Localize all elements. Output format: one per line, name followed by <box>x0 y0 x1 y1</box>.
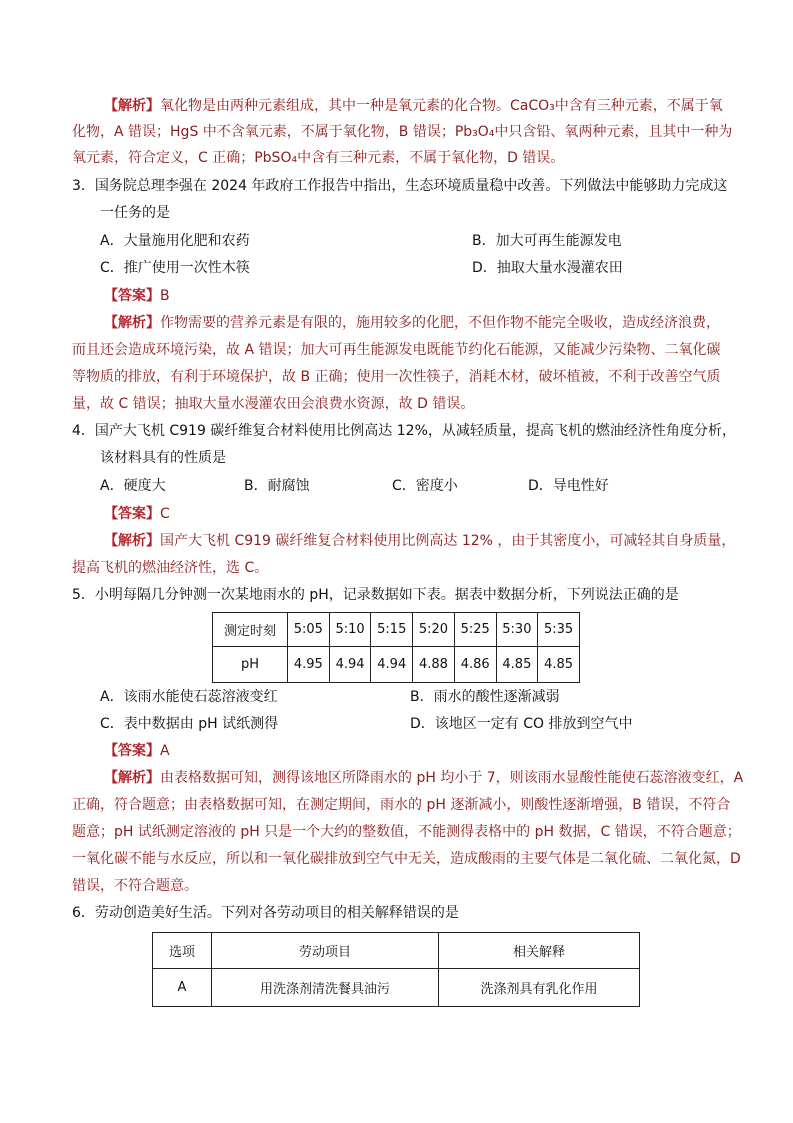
q6-cell-option: A <box>153 969 212 1007</box>
q5-analysis-line-1: 【解析】由表格数据可知，测得该地区所降雨水的 pH 均小于 7，则该雨水显酸性能使石蕊溶液变红，A <box>104 770 744 786</box>
q5-table-ph-cell: 4.86 <box>454 647 496 683</box>
q4-option-d: D．导电性好 <box>528 478 609 494</box>
q5-table-ph-cell: 4.85 <box>538 647 580 683</box>
q3-option-c: C．推广使用一次性木筷 <box>100 260 250 276</box>
q5-table-ph-cell: 4.85 <box>496 647 538 683</box>
q5-analysis-line-3: 题意；pH 试纸测定溶液的 pH 只是一个大约的整数值，不能测得表格中的 pH 数据，C 错误，不符合题意； <box>72 824 741 840</box>
q5-table-time-cell: 5:05 <box>288 613 330 647</box>
q5-table-time-cell: 5:10 <box>329 613 371 647</box>
q5-table-time-cell: 5:15 <box>371 613 413 647</box>
q4-analysis-line-2: 提高飞机的燃油经济性，选 C。 <box>72 560 269 576</box>
q6-table-header-row <box>153 933 640 969</box>
q5-table-time-cell: 5:35 <box>538 613 580 647</box>
q4-stem-line-1: 4．国产大飞机 C919 碳纤维复合材料使用比例高达 12%，从减轻质量，提高飞机的燃油经济性角度分析， <box>72 423 736 439</box>
q5-stem: 5．小明每隔几分钟测一次某地雨水的 pH，记录数据如下表。据表中数据分析，下列说法正确的是 <box>72 587 679 603</box>
q4-analysis-line-1: 【解析】国产大飞机 C919 碳纤维复合材料使用比例高达 12% ，由于其密度小，可减轻其自身质量， <box>104 533 736 549</box>
q3-analysis-line-2: 而且还会造成环境污染，故 A 错误；加大可再生能源发电既能节约化石能源，又能减少污染物、二氧化碳 <box>72 342 721 358</box>
q6-header-project: 劳动项目 <box>212 933 439 969</box>
q6-stem: 6．劳动创造美好生活。下列对各劳动项目的相关解释错误的是 <box>72 905 459 921</box>
q5-table-row-ph <box>213 647 580 683</box>
q6-header-explanation: 相关解释 <box>439 933 640 969</box>
q5-option-a: A．该雨水能使石蕊溶液变红 <box>100 689 278 705</box>
q5-table-header-ph: pH <box>213 647 288 683</box>
q6-cell-project: 用洗涤剂清洗餐具油污 <box>212 969 439 1007</box>
q5-table-ph-cell: 4.94 <box>371 647 413 683</box>
q3-stem-line-1: 3．国务院总理李强在 2024 年政府工作报告中指出，生态环境质量稳中改善。下列做法中能够助力完成这 <box>72 178 728 194</box>
q5-analysis-line-4: 一氧化碳不能与水反应，所以和一氧化碳排放到空气中无关，造成酸雨的主要气体是二氧化硫、二氧化氮，D <box>72 851 741 867</box>
q4-answer: 【答案】C <box>104 506 170 522</box>
q5-table-ph-cell: 4.88 <box>413 647 455 683</box>
q5-table-ph-cell: 4.95 <box>288 647 330 683</box>
analysis-prev-line-2: 化物，A 错误；HgS 中不含氧元素，不属于氧化物，B 错误；Pb₃O₄中只含铅、氧两种元素，且其中一种为 <box>72 124 733 140</box>
q3-option-a: A．大量施用化肥和农药 <box>100 233 250 249</box>
q3-option-b: B．加大可再生能源发电 <box>472 233 622 249</box>
q5-table-time-cell: 5:30 <box>496 613 538 647</box>
q4-stem-line-2: 该材料具有的性质是 <box>100 450 226 466</box>
q5-option-c: C．表中数据由 pH 试纸测得 <box>100 716 279 732</box>
q5-table-time-cell: 5:20 <box>413 613 455 647</box>
table-row <box>153 969 640 1007</box>
analysis-prev-line-1: 【解析】氧化物是由两种元素组成，其中一种是氧元素的化合物。CaCO₃中含有三种元素，不属于氧 <box>104 98 723 114</box>
analysis-prev-line-3: 氧元素，符合定义，C 正确；PbSO₄中含有三种元素，不属于氧化物，D 错误。 <box>72 150 565 166</box>
q6-cell-explanation: 洗涤剂具有乳化作用 <box>439 969 640 1007</box>
q5-analysis-line-2: 正确，符合题意；由表格数据可知，在测定期间，雨水的 pH 逐渐减小，则酸性逐渐增强，B 错误，不符合 <box>72 797 731 813</box>
q4-option-c: C．密度小 <box>392 478 458 494</box>
q3-analysis-line-1: 【解析】作物需要的营养元素是有限的，施用较多的化肥，不但作物不能完全吸收，造成经济浪费， <box>104 315 720 331</box>
q5-answer: 【答案】A <box>104 743 170 759</box>
q5-option-d: D．该地区一定有 CO 排放到空气中 <box>410 716 633 732</box>
q5-table-time-cell: 5:25 <box>454 613 496 647</box>
q5-table-ph-cell: 4.94 <box>329 647 371 683</box>
q6-labor-table <box>152 932 640 1007</box>
q5-analysis-line-5: 错误，不符合题意。 <box>72 878 198 894</box>
q3-analysis-line-4: 量，故 C 错误；抽取大量水漫灌农田会浪费水资源，故 D 错误。 <box>72 396 475 412</box>
q5-table-row-times <box>213 613 580 647</box>
q4-option-a: A．硬度大 <box>100 478 166 494</box>
q3-stem-line-2: 一任务的是 <box>100 205 170 221</box>
q5-ph-table <box>212 612 580 683</box>
q5-option-b: B．雨水的酸性逐渐减弱 <box>410 689 560 705</box>
q4-option-b: B．耐腐蚀 <box>244 478 310 494</box>
q3-option-d: D．抽取大量水漫灌农田 <box>472 260 623 276</box>
q3-answer: 【答案】B <box>104 288 170 304</box>
q6-header-option: 选项 <box>153 933 212 969</box>
q3-analysis-line-3: 等物质的排放，有利于环境保护，故 B 正确；使用一次性筷子，消耗木材，破坏植被，不利于改善空气质 <box>72 369 721 385</box>
q5-table-header-time: 测定时刻 <box>213 613 288 647</box>
